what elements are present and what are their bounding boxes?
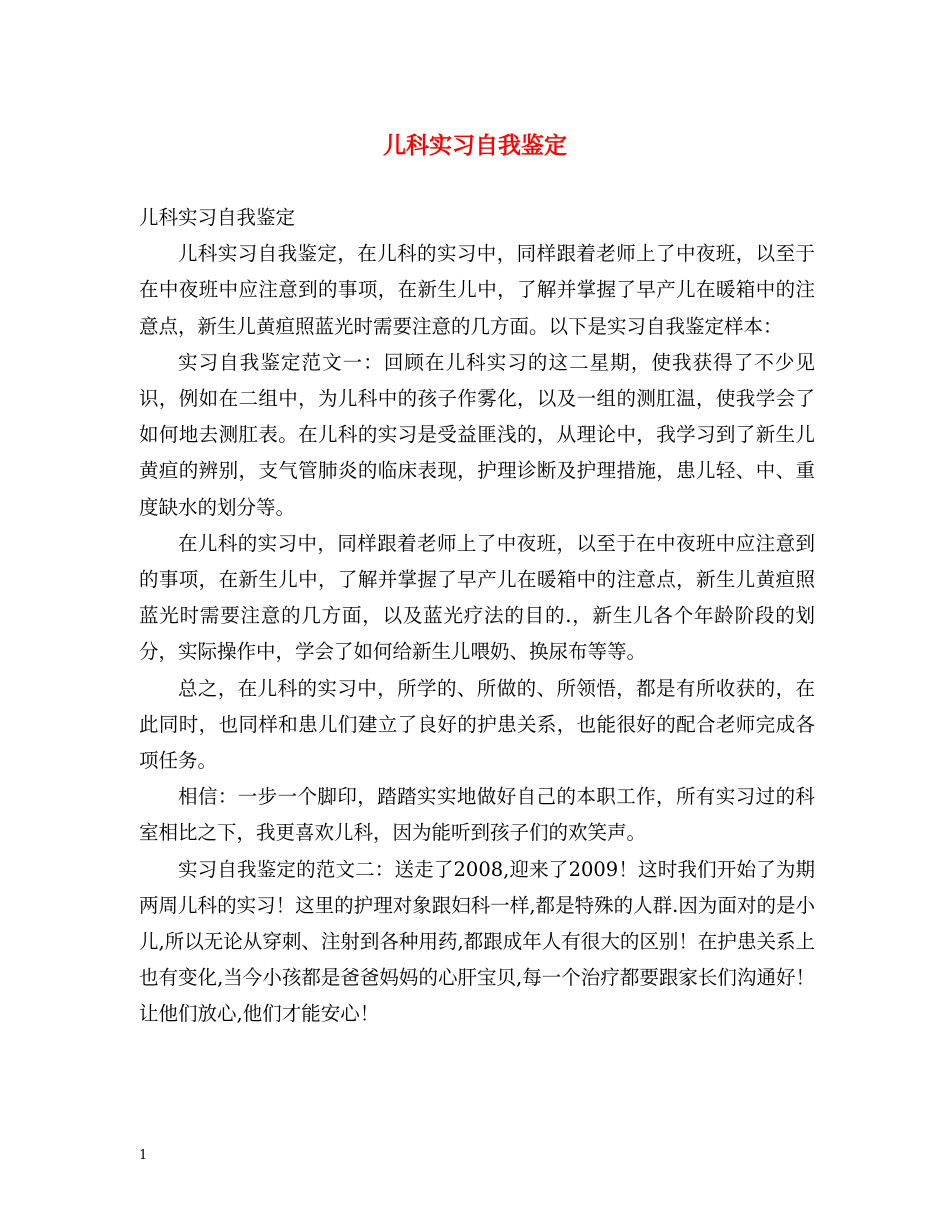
page-number: 1 — [139, 1148, 148, 1163]
paragraph-summary: 总之，在儿科的实习中，所学的、所做的、所领悟，都是有所收获的，在此同时，也同样和患儿们建立了良好的护患关系，也能很好的配合老师完成各项任务。 — [139, 676, 815, 773]
paragraph-heading: 儿科实习自我鉴定 — [139, 206, 296, 229]
document-body — [139, 200, 815, 1033]
paragraph-sample-two: 实习自我鉴定的范文二：送走了2008,迎来了2009！这时我们开始了为期两周儿科的实习！这里的护理对象跟妇科一样,都是特殊的人群.因为面对的是小儿,所以无论从穿刺、注射到各种用药,都跟成年人有很大的区别！在护患关系上也有变化,当今小孩都是爸爸妈妈的心肝宝贝,每一个治疗都要跟家长们沟通好！让他们放心,他们才能安心！ — [139, 857, 815, 1026]
paragraph-belief: 相信：一步一个脚印，踏踏实实地做好自己的本职工作，所有实习过的科室相比之下，我更喜欢儿科，因为能听到孩子们的欢笑声。 — [139, 785, 815, 845]
document-title: 儿科实习自我鉴定 — [383, 132, 567, 159]
paragraph-sample-one: 实习自我鉴定范文一：回顾在儿科实习的这二星期，使我获得了不少见识，例如在二组中，为儿科中的孩子作雾化，以及一组的测肛温，使我学会了如何地去测肛表。在儿科的实习是受益匪浅的，从理论中，我学习到了新生儿黄疸的辨别，支气管肺炎的临床表现，护理诊断及护理措施，患儿轻、中、重度缺水的划分等。 — [139, 350, 815, 519]
paragraph-intro: 儿科实习自我鉴定，在儿科的实习中，同样跟着老师上了中夜班，以至于在中夜班中应注意到的事项，在新生儿中，了解并掌握了早产儿在暖箱中的注意点，新生儿黄疸照蓝光时需要注意的几方面。以下是实习自我鉴定样本： — [139, 242, 815, 338]
paragraph-night-shift: 在儿科的实习中，同样跟着老师上了中夜班，以至于在中夜班中应注意到的事项，在新生儿中，了解并掌握了早产儿在暖箱中的注意点，新生儿黄疸照蓝光时需要注意的几方面，以及蓝光疗法的目的.，新生儿各个年龄阶段的划分，实际操作中，学会了如何给新生儿喂奶、换尿布等等。 — [139, 531, 815, 664]
